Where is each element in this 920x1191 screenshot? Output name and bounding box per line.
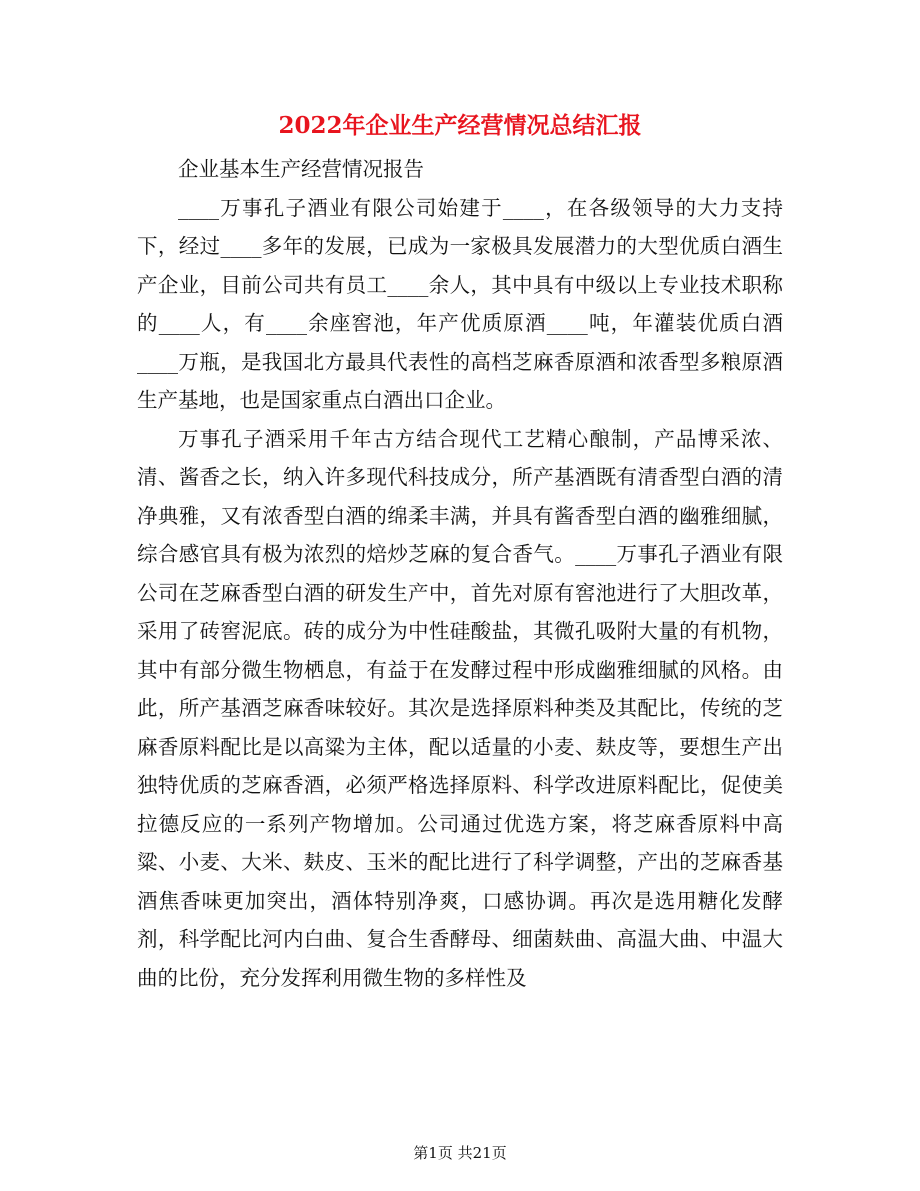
page-number: 第1页 共21页 (413, 1144, 507, 1162)
paragraph: ____万事孔子酒业有限公司始建于____，在各级领导的大力支持下，经过____多年的发展，已成为一家极具发展潜力的大型优质白酒生产企业，目前公司共有员工____余人，其中具有中级以上专业技术职称的____人，有____余座窖池，年产优质原酒____吨，年灌装优质白酒____万瓶，是我国北方最具代表性的高档芝麻香原酒和浓香型多粮原酒生产基地，也是国家重点白酒出口企业。 (137, 195, 783, 412)
paragraph: 万事孔子酒采用千年古方结合现代工艺精心酿制，产品博采浓、清、酱香之长，纳入许多现代科技成分，所产基酒既有清香型白酒的清净典雅，又有浓香型白酒的绵柔丰满，并具有酱香型白酒的幽雅细腻，综合感官具有极为浓烈的焙炒芝麻的复合香气。____万事孔子酒业有限公司在芝麻香型白酒的研发生产中，首先对原有窖池进行了大胆改革，采用了砖窖泥底。砖的成分为中性硅酸盐，其微孔吸附大量的有机物，其中有部分微生物栖息，有益于在发酵过程中形成幽雅细腻的风格。由此，所产基酒芝麻香味较好。其次是选择原料种类及其配比，传统的芝麻香原料配比是以高粱为主体，配以适量的小麦、麸皮等，要想生产出独特优质的芝麻香酒，必须严格选择原料、科学改进原料配比，促使美拉德反应的一系列产物增加。公司通过优选方案，将芝麻香原料中高粱、小麦、大米、麸皮、玉米的配比进行了科学调整，产出的芝麻香基酒焦香味更加突出，酒体特别净爽，口感协调。再次是选用糖化发酵剂，科学配比河内白曲、复合生香酵母、细菌麸曲、高温大曲、中温大曲的比份，充分发挥利用微生物的多样性及 (137, 426, 783, 990)
document-body (137, 150, 783, 997)
document-subtitle: 企业基本生产经营情况报告 (178, 157, 424, 181)
document-title: 2022年企业生产经营情况总结汇报 (278, 112, 642, 139)
